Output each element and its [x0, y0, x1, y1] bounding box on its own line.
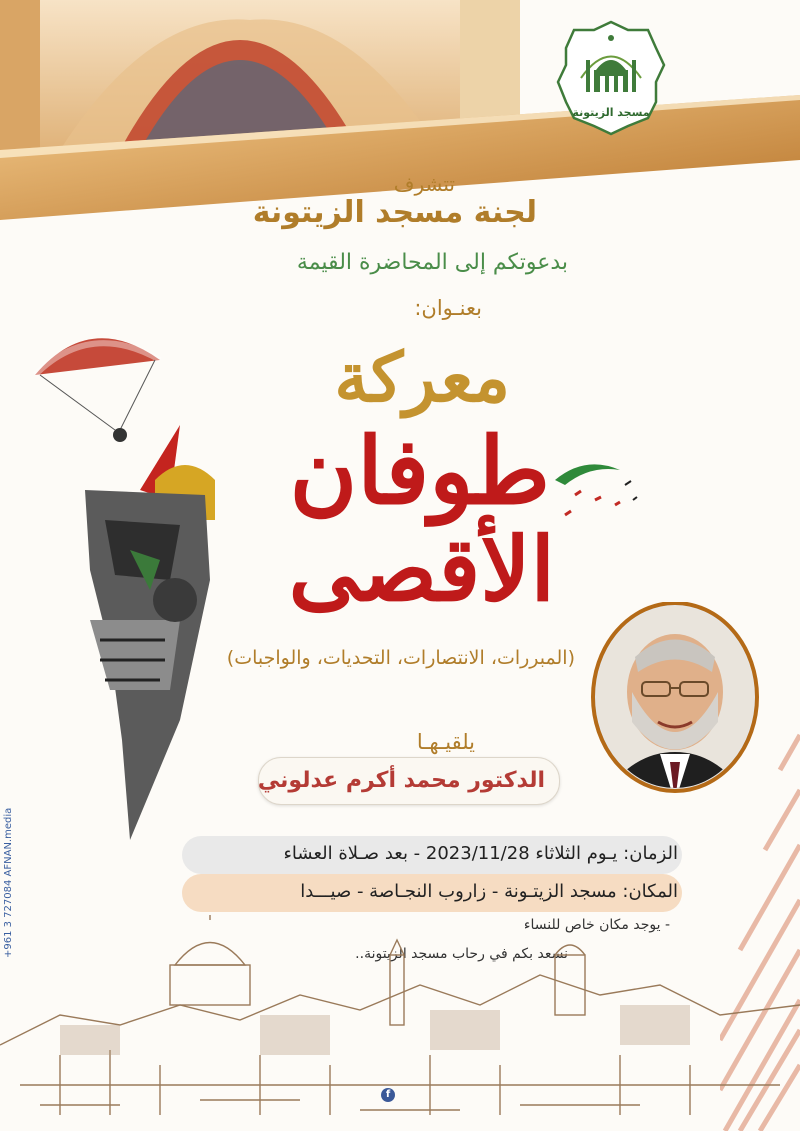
host-text: تتشرف — [393, 172, 455, 196]
women-note: - يوجد مكان خاص للنساء — [523, 917, 670, 933]
facebook-icon: f — [381, 1088, 395, 1102]
time-text: الزمان: يـوم الثلاثاء 2023/11/28 - بعد صـلاة العشاء — [283, 843, 678, 864]
place-text: المكان: مسجد الزيتـونة - زاروب النجـاصة - صيـــدا — [300, 881, 678, 902]
mosque-logo — [556, 20, 666, 160]
logo-name: مسجد الزيتونة — [572, 106, 650, 119]
palestine-map-collage — [30, 320, 230, 850]
welcome-note: نسعد بكم في رحاب مسجد الزيتونة.. — [355, 946, 568, 962]
title-battle: معركة — [334, 338, 510, 418]
speaker-name: الدكتور محمد أكرم عدلوني — [257, 768, 545, 793]
title-subtitle: (المبررات، الانتصارات، التحديات، والواجبات) — [226, 647, 575, 669]
title-flood-line2: الأقصى — [288, 517, 555, 621]
flag-bird-ornament — [545, 455, 645, 525]
titled-label: بعنـوان: — [414, 296, 482, 320]
committee-name: لجنة مسجد الزيتونة — [252, 195, 537, 230]
title-flood-line1: طوفان — [289, 417, 550, 525]
al-aqsa-skyline-sketch — [0, 915, 800, 1131]
credit-text: +961 3 727084 AFNAN.media — [3, 807, 14, 958]
invitation-text: بدعوتكم إلى المحاضرة القيمة — [296, 250, 568, 275]
delivered-by-label: يلقيـهـا — [416, 730, 475, 754]
